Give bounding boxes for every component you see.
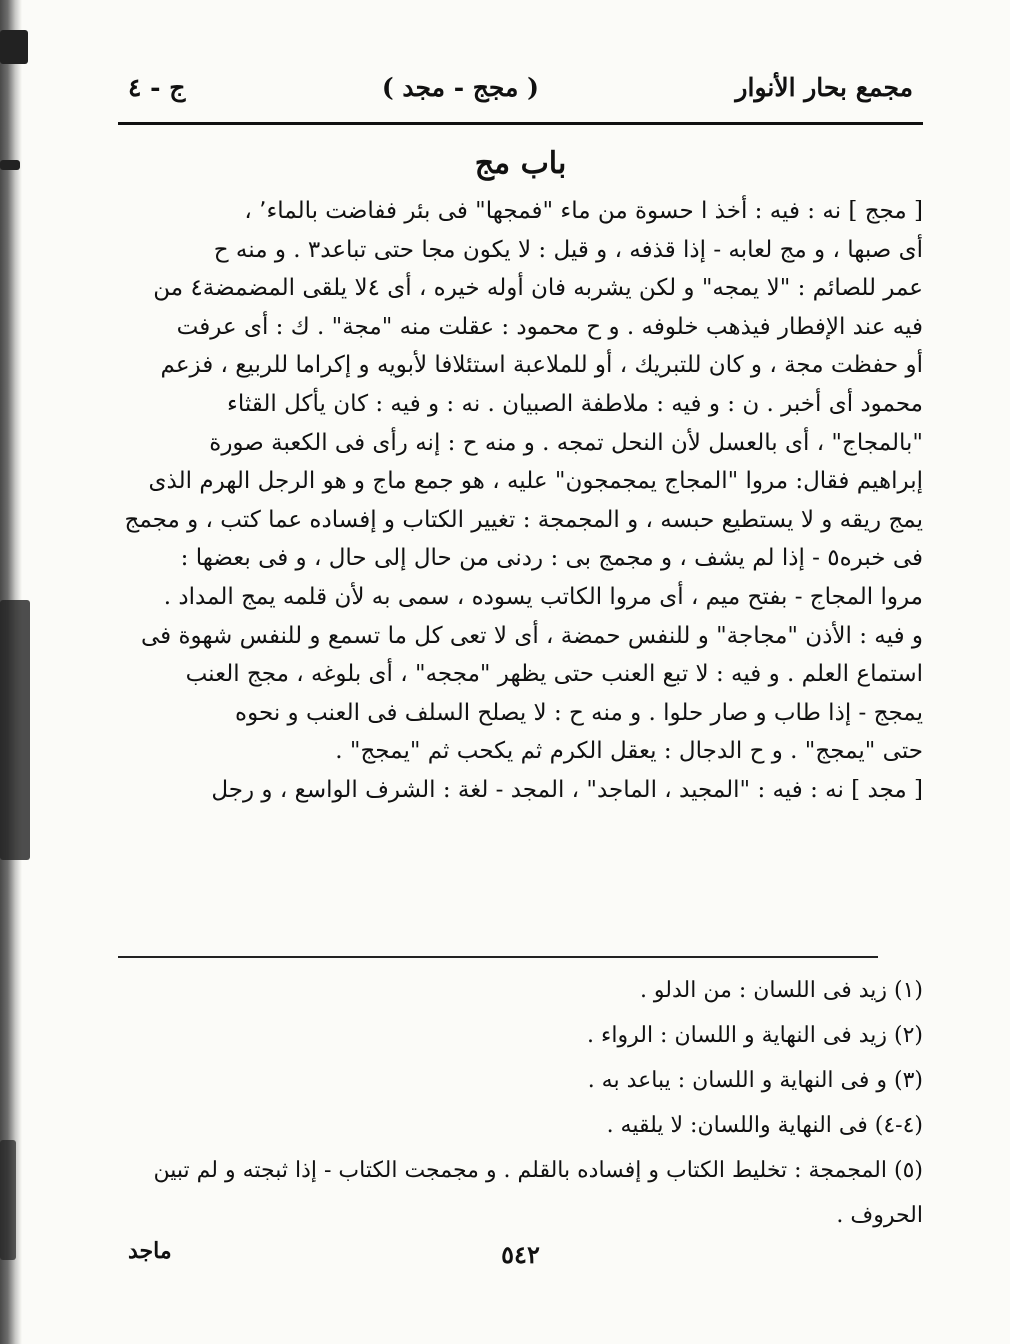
page-number: ٥٤٢ (501, 1240, 540, 1269)
catch-word: ماجد (128, 1238, 172, 1264)
text-line: عمر للصائم : "لا يمجه" و لكن يشربه فان أوله خيره ، أى ٤لا يلقى المضمضة٤ من (153, 275, 923, 302)
text-line: [ مجج ] نه : فيه : أخذ ا حسوة من ماء "فمجها" فى بئر ففاضت بالماء٬ ، (244, 198, 923, 224)
text-line: فى خبره٥ - إذا لم يشف ، و مجمج بى : ردنى من حال إلى حال ، و فى بعضها : (180, 545, 923, 572)
footnote: (٣) و فى النهاية و اللسان : يباعد به . (587, 1068, 923, 1093)
text-line: أى صبها ، و مج لعابه - إذا قذفه ، و قيل : لا يكون مجا حتى تباعد٣ . و منه ح (213, 236, 923, 263)
document-page (118, 58, 923, 1298)
scan-mark (0, 1140, 16, 1260)
chapter-title: باب مج (474, 146, 567, 181)
footnote: (٤-٤) فى النهاية واللسان: لا يلقيه . (606, 1113, 923, 1138)
text-line: [ مجد ] نه : فيه : "المجيد ، الماجد" ، المجد - لغة : الشرف الواسع ، و رجل (211, 776, 923, 803)
footnote-continuation: الحروف . (836, 1203, 923, 1228)
text-line: فيه عند الإفطار فيذهب خلوفه . و ح محمود : عقلت منه "مجة" . ك : أى عرفت (176, 313, 923, 340)
footnote: (١) زيد فى اللسان : من الدلو . (639, 978, 923, 1003)
body-text (118, 192, 923, 810)
text-line: إبراهيم فقال: مروا "المجاج يمجمجون" عليه ، هو جمع ماج و هو الرجل الهرم الذى (148, 468, 923, 495)
page-header (118, 58, 923, 116)
footnotes (118, 968, 923, 1238)
volume-label: ج - ٤ (128, 72, 186, 102)
section-range: ( مجج - مجد ) (381, 72, 539, 102)
header-rule (118, 122, 923, 125)
text-line: مروا المجاج - بفتح ميم ، أى مروا الكاتب يسوده ، سمى به لأن قلمه يمج المداد . (163, 583, 923, 610)
footnote-rule (118, 956, 878, 958)
text-line: "بالمجاج" ، أى بالعسل لأن النحل تمجه . و منه ح : إنه رأى فى الكعبة صورة (209, 429, 923, 456)
text-line: يمج ريقه و لا يستطيع حبسه ، و المجمجة : تغيير الكتاب و إفساده عما كتب ، و مجمج (124, 506, 923, 533)
text-line: حتى "يمجج" . و ح الدجال : يعقل الكرم ثم يكحب ثم "يمجج" . (335, 738, 923, 765)
text-line: يمجج - إذا طاب و صار حلوا . و منه ح : لا يصلح السلف فى العنب و نحوه (235, 699, 923, 726)
text-line: و فيه : الأذن "مجاجة" و للنفس حمضة ، أى لا تعى كل ما تسمع و للنفس شهوة فى (140, 622, 923, 649)
text-line: استماع العلم . و فيه : لا تبع العنب حتى يظهر "مججه" ، أى بلوغه ، مجج العنب (185, 661, 923, 688)
footnote: (٢) زيد فى النهاية و اللسان : الرواء . (587, 1023, 923, 1048)
text-line: أو حفظت مجة ، و كان للتبريك ، أو للملاعبة استئلافا لأبويه و إكراما للربيع ، فزعم (160, 352, 923, 379)
text-line: محمود أى أخبر . ن : و فيه : ملاطفة الصبيان . نه : و فيه : كان يأكل القثاء (227, 390, 923, 417)
scan-mark (0, 30, 28, 64)
footnote: (٥) المجمجة : تخليط الكتاب و إفساده بالقلم . و مجمجت الكتاب - إذا ثبجته و لم تبين (153, 1158, 923, 1183)
scan-mark (0, 160, 20, 170)
book-title: مجمع بحار الأنوار (735, 72, 913, 102)
scan-mark (0, 600, 30, 860)
